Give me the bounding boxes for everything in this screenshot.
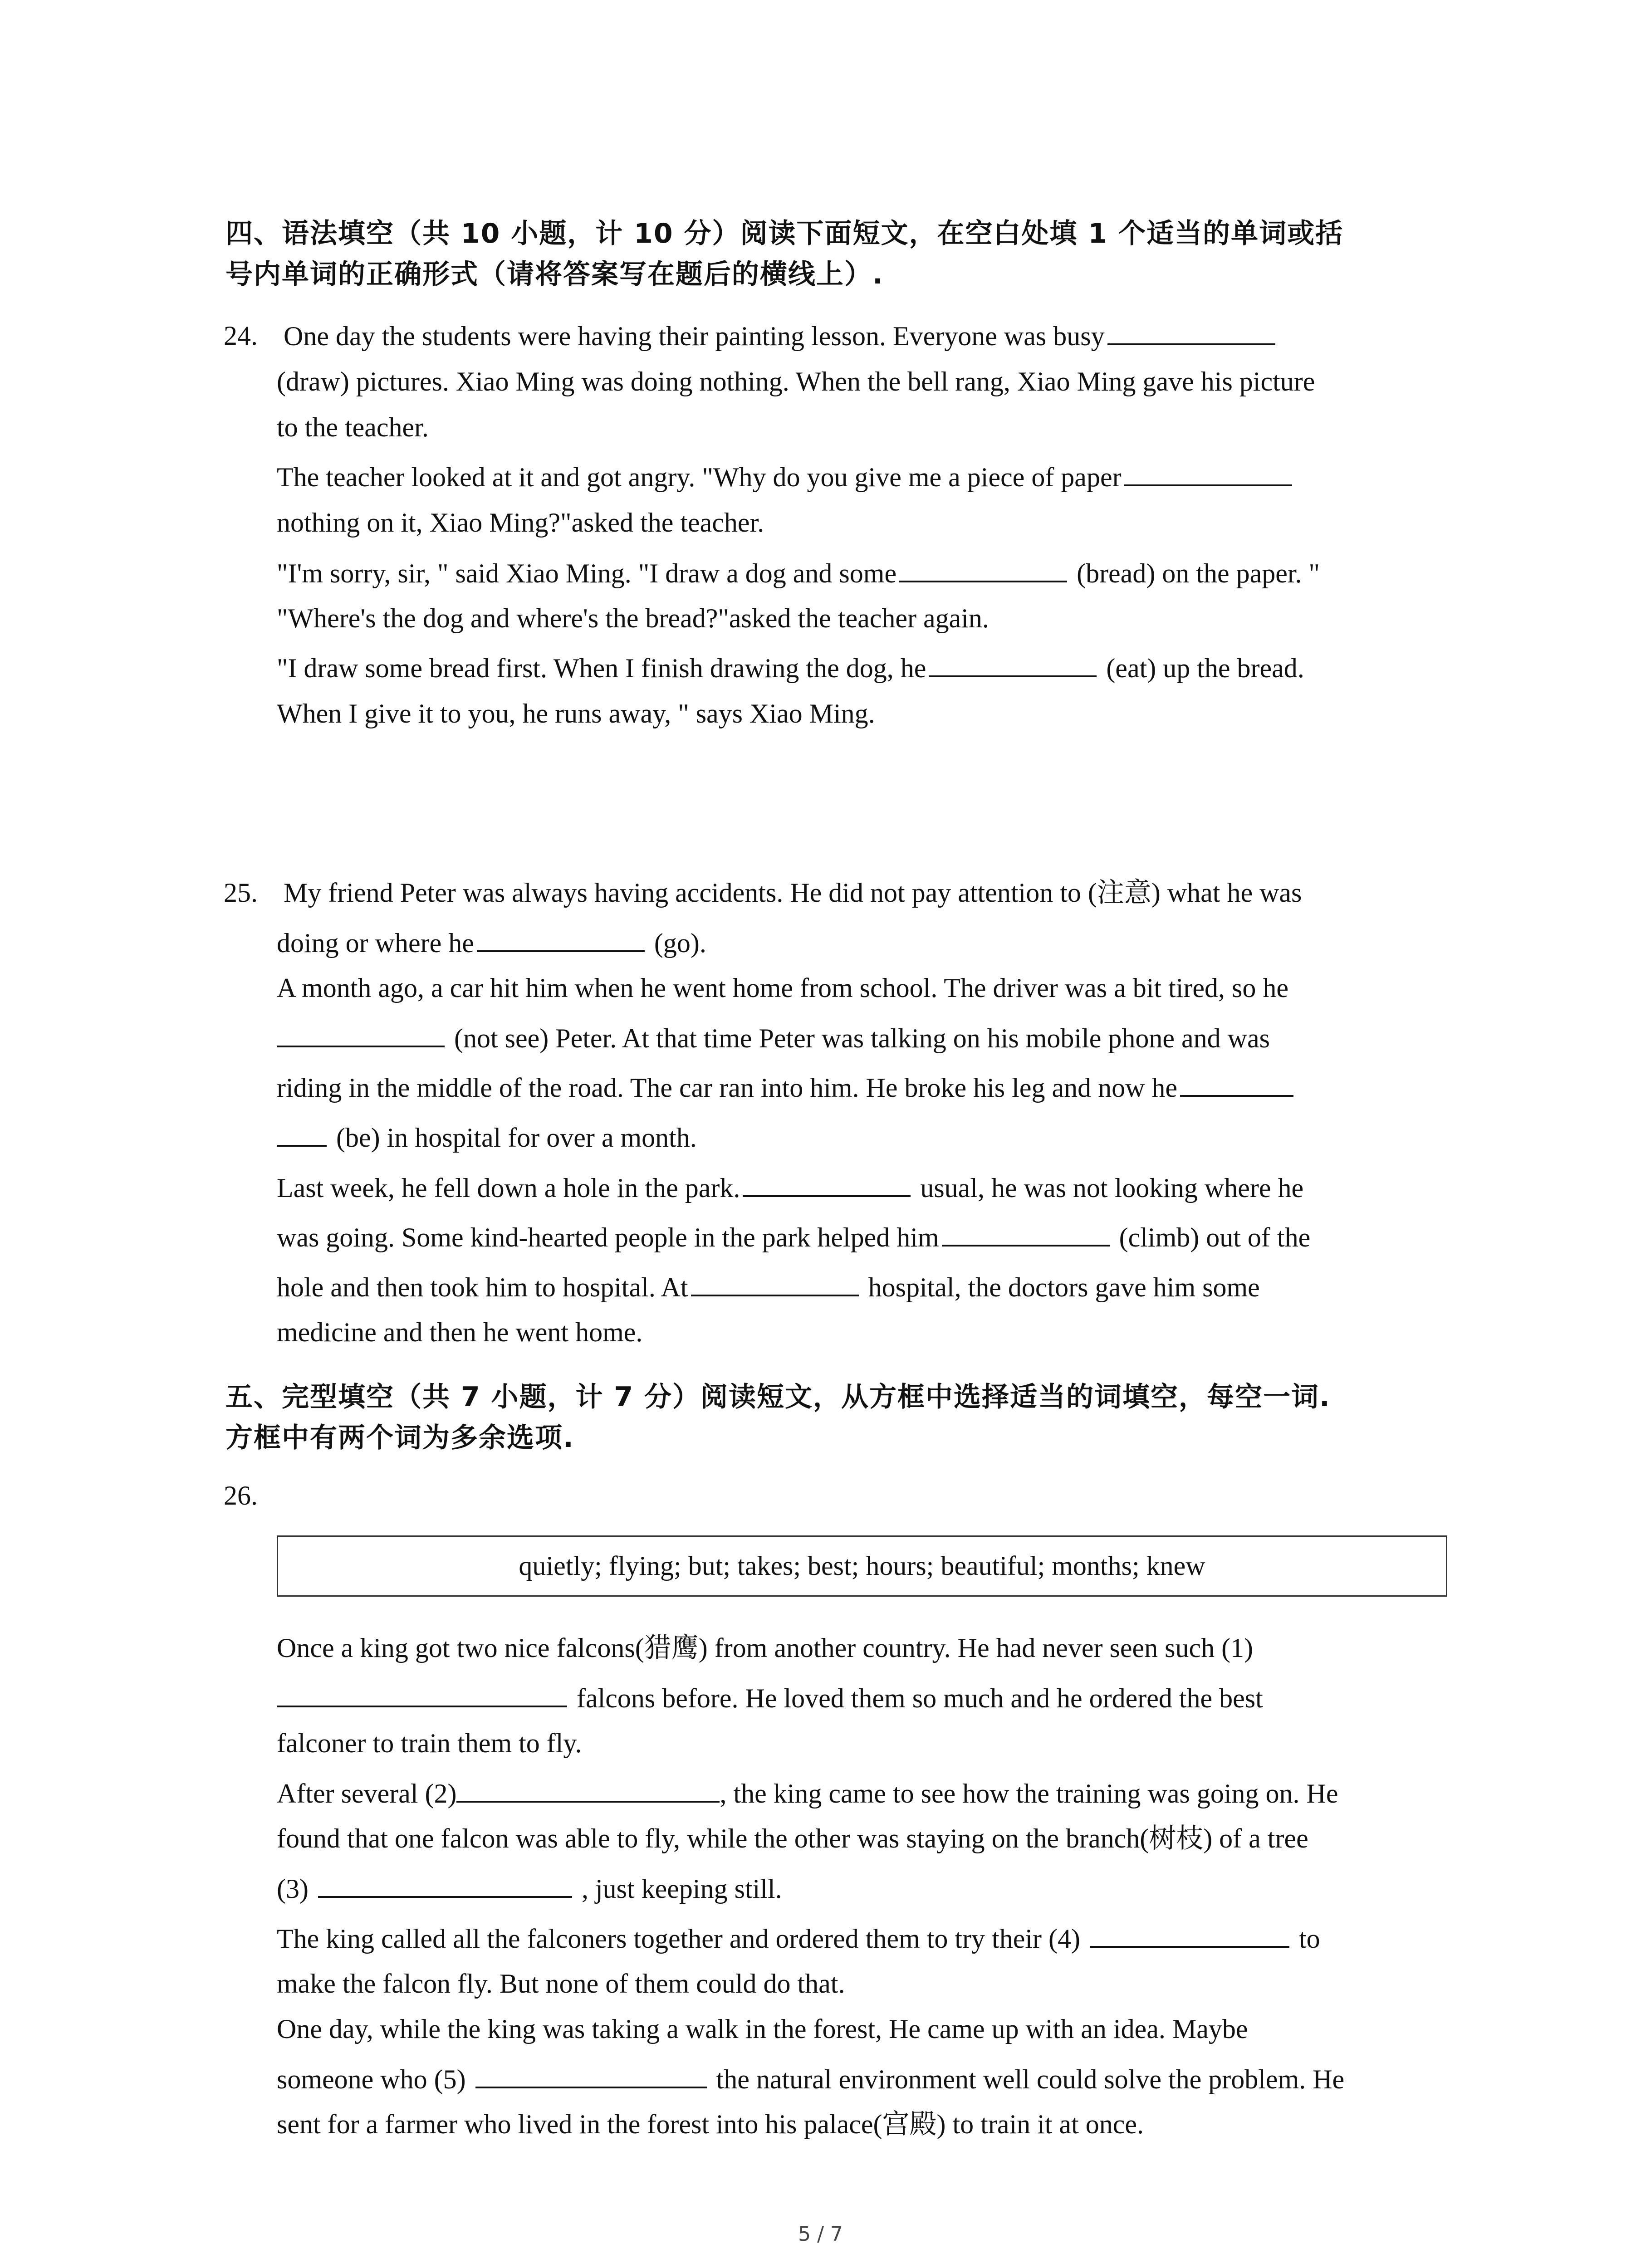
q25-text: riding in the middle of the road. The car ran into him. He broke his leg and now he [277, 1073, 1178, 1103]
section-4-heading-line1: 四、语法填空（共 10 小题，计 10 分）阅读下面短文，在空白处填 1 个适当的单词或括 [225, 218, 1344, 249]
q24-text: (eat) up the bread. [1106, 653, 1304, 683]
section-4-heading-line2: 号内单词的正确形式（请将答案写在题后的横线上）. [225, 259, 884, 290]
q25-text: (climb) out of the [1119, 1222, 1311, 1252]
q26-line3: falconer to train them to fly. [277, 1728, 582, 1758]
q24-number: 24. [224, 321, 258, 351]
q25-line10: medicine and then he went home. [277, 1317, 643, 1347]
q26-text: After several (2) [277, 1779, 457, 1809]
q25-text: doing or where he [277, 928, 474, 958]
q25-text: usual, he was not looking where he [920, 1173, 1304, 1203]
q26-line8: make the falcon fly. But none of them could do that. [277, 1969, 845, 1999]
q25-line2 [277, 927, 706, 959]
q26-line2 [277, 1682, 1263, 1714]
q26-text: to [1298, 1924, 1320, 1954]
q24-line5: nothing on it, Xiao Ming?"asked the teacher. [277, 508, 764, 538]
q26-text: The king called all the falconers together and ordered them to try their (4) [277, 1924, 1080, 1954]
page-number: 5 / 7 [798, 2223, 843, 2246]
q25-line9 [277, 1271, 1260, 1303]
q25-line3: A month ago, a car hit him when he went home from school. The driver was a bit tired, so he [277, 973, 1289, 1003]
q26-text: falcons before. He loved them so much and he ordered the best [577, 1683, 1263, 1713]
section-4-heading [225, 213, 1450, 295]
q25-line5 [277, 1071, 1296, 1104]
q24-line1 [284, 320, 1278, 352]
q24-text: (bread) on the paper. " [1077, 558, 1320, 588]
answer-blank-5[interactable] [475, 2063, 707, 2088]
q26-text: (3) [277, 1874, 309, 1904]
q24-line6 [277, 557, 1320, 589]
q24-text: One day the students were having their painting lesson. Everyone was busy [284, 321, 1105, 351]
q25-text: was going. Some kind-hearted people in the park helped him [277, 1222, 939, 1252]
q25-text: hole and then took him to hospital. At [277, 1272, 688, 1302]
answer-blank[interactable] [899, 557, 1067, 582]
answer-blank[interactable] [942, 1221, 1110, 1246]
answer-blank-continued[interactable] [277, 1121, 327, 1147]
word-box [277, 1535, 1447, 1597]
q26-line10 [277, 2063, 1344, 2095]
q26-text: , just keeping still. [581, 1874, 782, 1904]
answer-blank[interactable] [477, 927, 645, 952]
answer-blank[interactable] [1180, 1071, 1293, 1097]
word-box-options: quietly; flying; but; takes; best; hours; beautiful; months; knew [519, 1551, 1205, 1581]
q26-line4 [277, 1777, 1338, 1809]
q25-text: hospital, the doctors gave him some [868, 1272, 1260, 1302]
answer-blank-2[interactable] [456, 1777, 720, 1803]
section-5-heading-line2: 方框中有两个词为多余选项. [225, 1422, 574, 1454]
q25-text: (go). [654, 928, 706, 958]
q25-text: (be) in hospital for over a month. [336, 1123, 697, 1153]
q26-line7 [277, 1922, 1320, 1955]
answer-blank[interactable] [743, 1172, 911, 1197]
q26-text: the natural environment well could solve the problem. He [716, 2064, 1345, 2094]
q24-line2: (draw) pictures. Xiao Ming was doing nothing. When the bell rang, Xiao Ming gave his picture [277, 367, 1315, 396]
answer-blank[interactable] [691, 1271, 859, 1296]
q26-text: someone who (5) [277, 2064, 466, 2094]
answer-blank-1[interactable] [277, 1682, 567, 1707]
q26-line11: sent for a farmer who lived in the forest into his palace(宫殿) to train it at once. [277, 2109, 1144, 2139]
q26-line5: found that one falcon was able to fly, while the other was staying on the branch(树枝) of a tree [277, 1823, 1308, 1853]
q25-line4 [277, 1022, 1270, 1054]
q24-line3: to the teacher. [277, 412, 429, 442]
answer-blank[interactable] [1124, 461, 1292, 486]
q24-text: "I'm sorry, sir, " said Xiao Ming. "I draw a dog and some [277, 558, 897, 588]
q26-text: , the king came to see how the training was going on. He [720, 1779, 1338, 1809]
answer-blank[interactable] [929, 652, 1097, 677]
q26-line6 [277, 1872, 782, 1905]
q26-number: 26. [224, 1481, 258, 1510]
q25-text: Last week, he fell down a hole in the park. [277, 1173, 740, 1203]
q24-line8 [277, 652, 1304, 684]
q24-text: The teacher looked at it and got angry. "Why do you give me a piece of paper [277, 462, 1122, 492]
section-5-heading [225, 1377, 1450, 1458]
section-5-heading-line1: 五、完型填空（共 7 小题，计 7 分）阅读短文，从方框中选择适当的词填空，每空一词. [225, 1381, 1331, 1413]
answer-blank-4[interactable] [1090, 1922, 1289, 1948]
q24-line9: When I give it to you, he runs away, " says Xiao Ming. [277, 699, 875, 728]
q25-number: 25. [224, 878, 258, 908]
answer-blank-3[interactable] [318, 1872, 572, 1898]
q25-line1: My friend Peter was always having accidents. He did not pay attention to (注意) what he was [284, 878, 1302, 908]
q24-text: "I draw some bread first. When I finish drawing the dog, he [277, 653, 926, 683]
q25-line6 [277, 1121, 697, 1154]
q24-line4 [277, 461, 1295, 493]
q26-line9: One day, while the king was taking a walk in the forest, He came up with an idea. Maybe [277, 2014, 1248, 2044]
answer-blank[interactable] [1107, 320, 1275, 345]
q25-text: (not see) Peter. At that time Peter was talking on his mobile phone and was [454, 1023, 1270, 1053]
q26-line1: Once a king got two nice falcons(猎鹰) from another country. He had never seen such (1) [277, 1633, 1254, 1663]
q25-line7 [277, 1172, 1303, 1204]
answer-blank[interactable] [277, 1022, 445, 1047]
q24-line7: "Where's the dog and where's the bread?"asked the teacher again. [277, 603, 989, 633]
q25-line8 [277, 1221, 1310, 1253]
